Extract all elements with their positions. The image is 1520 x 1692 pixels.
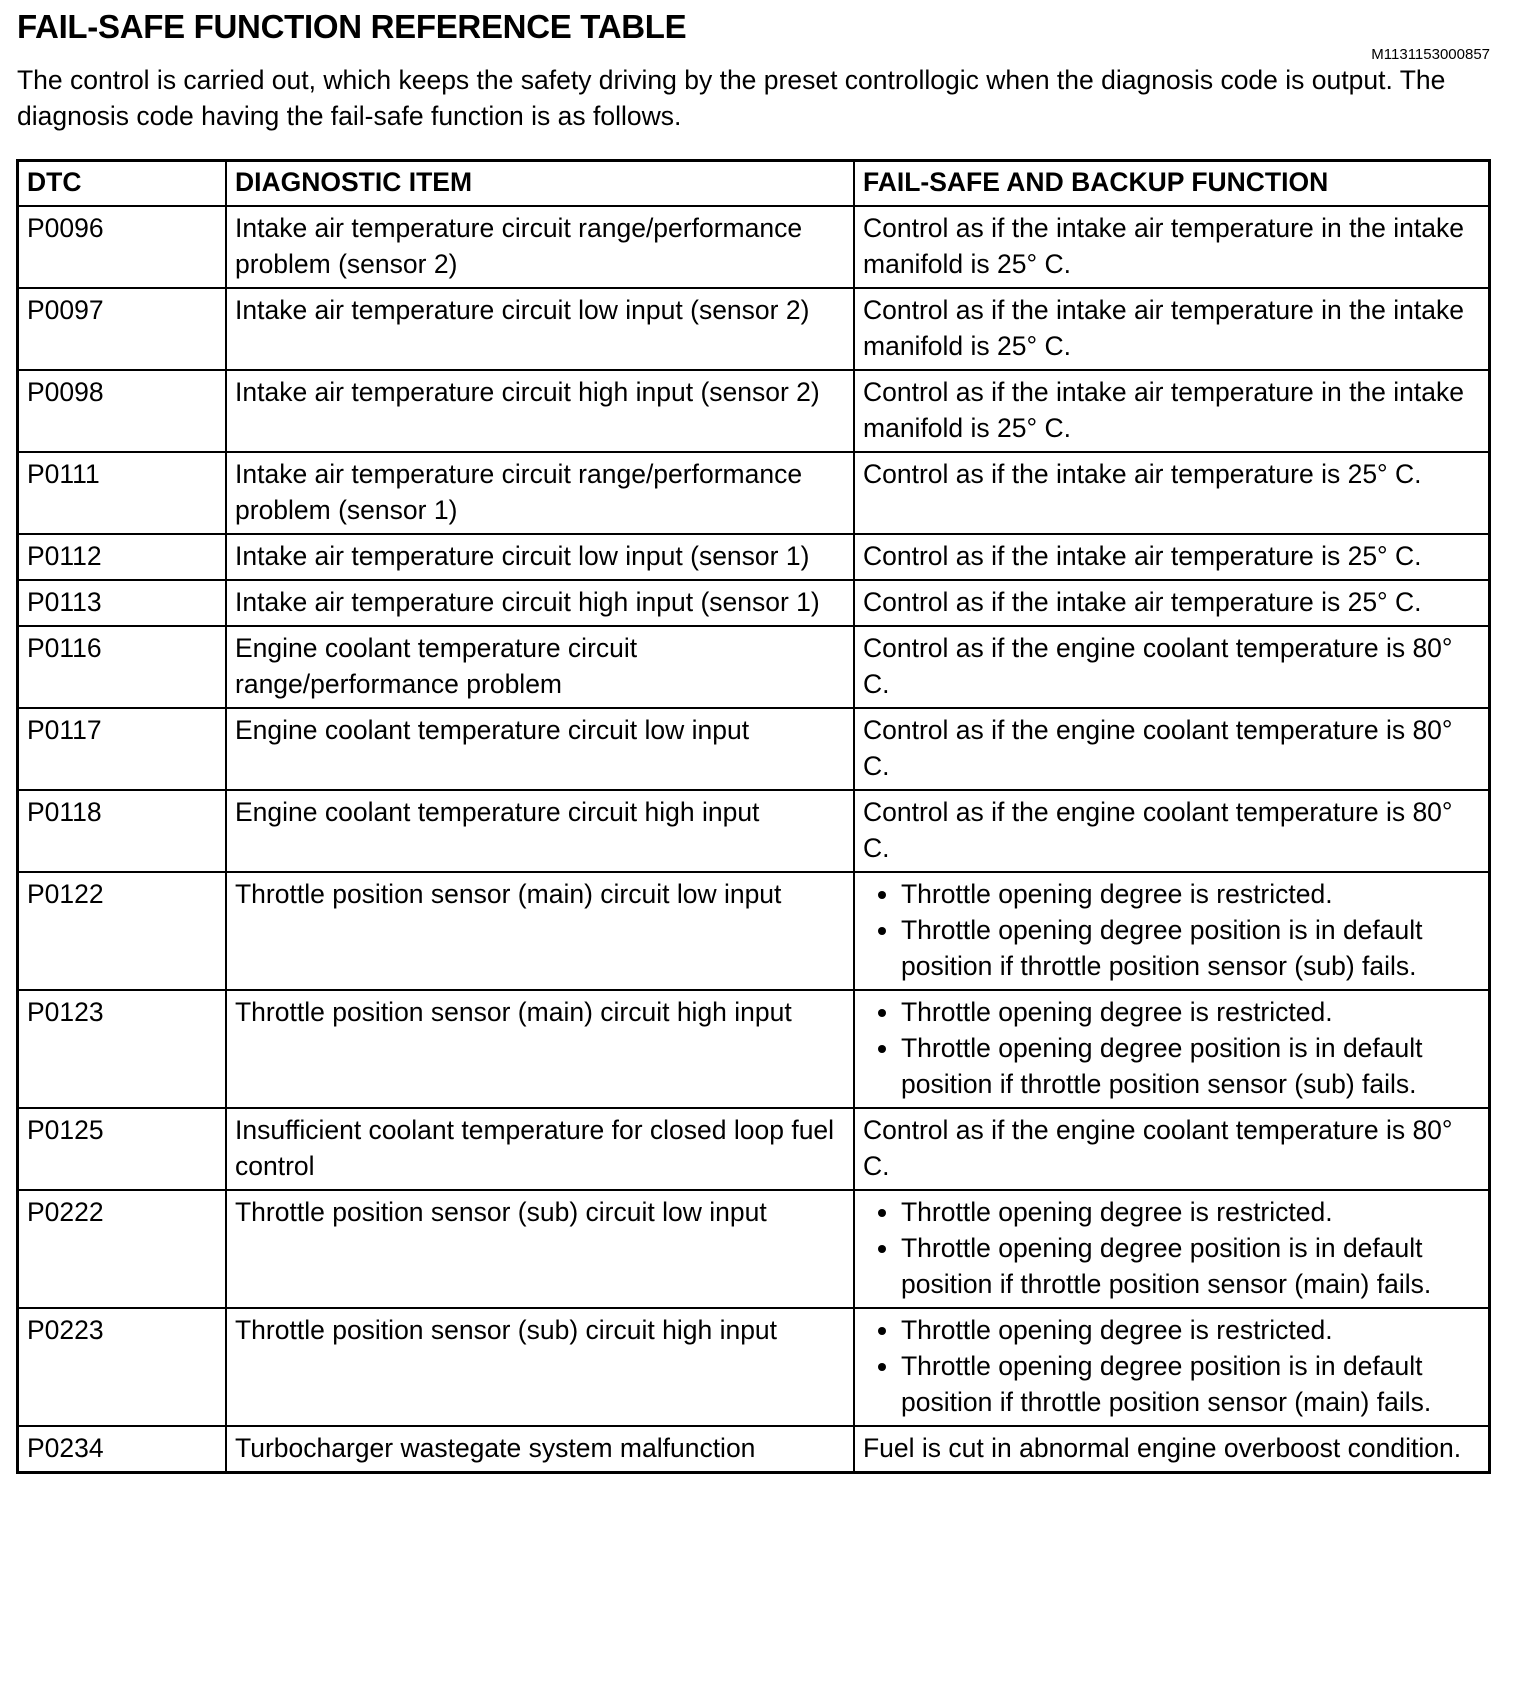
dtc-cell: P0113 [18,580,227,626]
dtc-cell: P0096 [18,206,227,288]
document-id: M1131153000857 [1371,46,1490,63]
table-row [18,1190,1490,1308]
table-row [18,1426,1490,1473]
table-body [18,206,1490,1473]
dtc-cell: P0111 [18,452,227,534]
fail-safe-bullet: • Throttle opening degree is restricted. [901,876,1480,912]
dtc-cell: P0117 [18,708,227,790]
diagnostic-item-cell: Intake air temperature circuit range/performance problem (sensor 1) [226,452,854,534]
fail-safe-bullet-list [863,994,1480,1102]
diagnostic-item-cell: Engine coolant temperature circuit low input [226,708,854,790]
table-row [18,872,1490,990]
diagnostic-item-cell: Throttle position sensor (sub) circuit high input [226,1308,854,1426]
table-row [18,452,1490,534]
header-fail-safe-function: FAIL-SAFE AND BACKUP FUNCTION [854,161,1490,207]
dtc-cell: P0222 [18,1190,227,1308]
dtc-cell: P0098 [18,370,227,452]
table-row [18,626,1490,708]
dtc-cell: P0112 [18,534,227,580]
fail-safe-bullet-list [863,1194,1480,1302]
table-row [18,708,1490,790]
intro-paragraph: The control is carried out, which keeps the safety driving by the preset controllogic when the diagnosis code is output. The diagnosis code having the fail-safe function is as follows. [17,65,1446,131]
page-title: FAIL-SAFE FUNCTION REFERENCE TABLE [17,8,687,45]
diagnostic-item-cell: Intake air temperature circuit high input (sensor 2) [226,370,854,452]
diagnostic-item-cell: Engine coolant temperature circuit high input [226,790,854,872]
dtc-cell: P0118 [18,790,227,872]
table-row [18,534,1490,580]
table-row [18,288,1490,370]
fail-safe-function-cell [854,990,1490,1108]
diagnostic-item-cell: Throttle position sensor (main) circuit high input [226,990,854,1108]
table-row [18,1308,1490,1426]
fail-safe-function-cell [854,1190,1490,1308]
diagnostic-item-cell: Turbocharger wastegate system malfunction [226,1426,854,1473]
fail-safe-function-cell: Control as if the intake air temperature is 25° C. [854,534,1490,580]
fail-safe-table [16,159,1491,1474]
fail-safe-bullet: • Throttle opening degree position is in default position if throttle position sensor (main) fails. [901,1230,1480,1302]
fail-safe-function-cell: Control as if the intake air temperature is 25° C. [854,580,1490,626]
dtc-cell: P0097 [18,288,227,370]
fail-safe-bullet: • Throttle opening degree position is in default position if throttle position sensor (sub) fails. [901,912,1480,984]
header-dtc: DTC [18,161,227,207]
table-row [18,370,1490,452]
diagnostic-item-cell: Throttle position sensor (main) circuit low input [226,872,854,990]
diagnostic-item-cell: Intake air temperature circuit high input (sensor 1) [226,580,854,626]
dtc-cell: P0125 [18,1108,227,1190]
diagnostic-item-cell: Intake air temperature circuit low input (sensor 2) [226,288,854,370]
table-header-row [18,161,1490,207]
header-diagnostic-item: DIAGNOSTIC ITEM [226,161,854,207]
diagnostic-item-cell: Intake air temperature circuit range/performance problem (sensor 2) [226,206,854,288]
diagnostic-item-cell: Insufficient coolant temperature for closed loop fuel control [226,1108,854,1190]
fail-safe-function-cell: Control as if the intake air temperature in the intake manifold is 25° C. [854,206,1490,288]
diagnostic-item-cell: Throttle position sensor (sub) circuit low input [226,1190,854,1308]
fail-safe-function-cell: Control as if the intake air temperature in the intake manifold is 25° C. [854,288,1490,370]
fail-safe-function-cell: Control as if the intake air temperature in the intake manifold is 25° C. [854,370,1490,452]
dtc-cell: P0223 [18,1308,227,1426]
fail-safe-function-cell [854,872,1490,990]
fail-safe-bullet: • Throttle opening degree is restricted. [901,1194,1480,1230]
dtc-cell: P0122 [18,872,227,990]
dtc-cell: P0116 [18,626,227,708]
diagnostic-item-cell: Engine coolant temperature circuit range/performance problem [226,626,854,708]
fail-safe-function-cell: Control as if the intake air temperature is 25° C. [854,452,1490,534]
table-row [18,790,1490,872]
fail-safe-function-cell: Control as if the engine coolant temperature is 80° C. [854,1108,1490,1190]
fail-safe-function-cell: Control as if the engine coolant temperature is 80° C. [854,626,1490,708]
fail-safe-bullet: • Throttle opening degree is restricted. [901,1312,1480,1348]
dtc-cell: P0234 [18,1426,227,1473]
dtc-cell: P0123 [18,990,227,1108]
fail-safe-bullet: • Throttle opening degree is restricted. [901,994,1480,1030]
fail-safe-bullet-list [863,876,1480,984]
fail-safe-bullet: • Throttle opening degree position is in default position if throttle position sensor (main) fails. [901,1348,1480,1420]
table-row [18,990,1490,1108]
fail-safe-function-cell: Fuel is cut in abnormal engine overboost condition. [854,1426,1490,1473]
table-row [18,580,1490,626]
table-row [18,1108,1490,1190]
fail-safe-bullet-list [863,1312,1480,1420]
fail-safe-bullet: • Throttle opening degree position is in default position if throttle position sensor (sub) fails. [901,1030,1480,1102]
fail-safe-function-cell [854,1308,1490,1426]
fail-safe-function-cell: Control as if the engine coolant temperature is 80° C. [854,790,1490,872]
diagnostic-item-cell: Intake air temperature circuit low input (sensor 1) [226,534,854,580]
fail-safe-function-cell: Control as if the engine coolant temperature is 80° C. [854,708,1490,790]
table-row [18,206,1490,288]
